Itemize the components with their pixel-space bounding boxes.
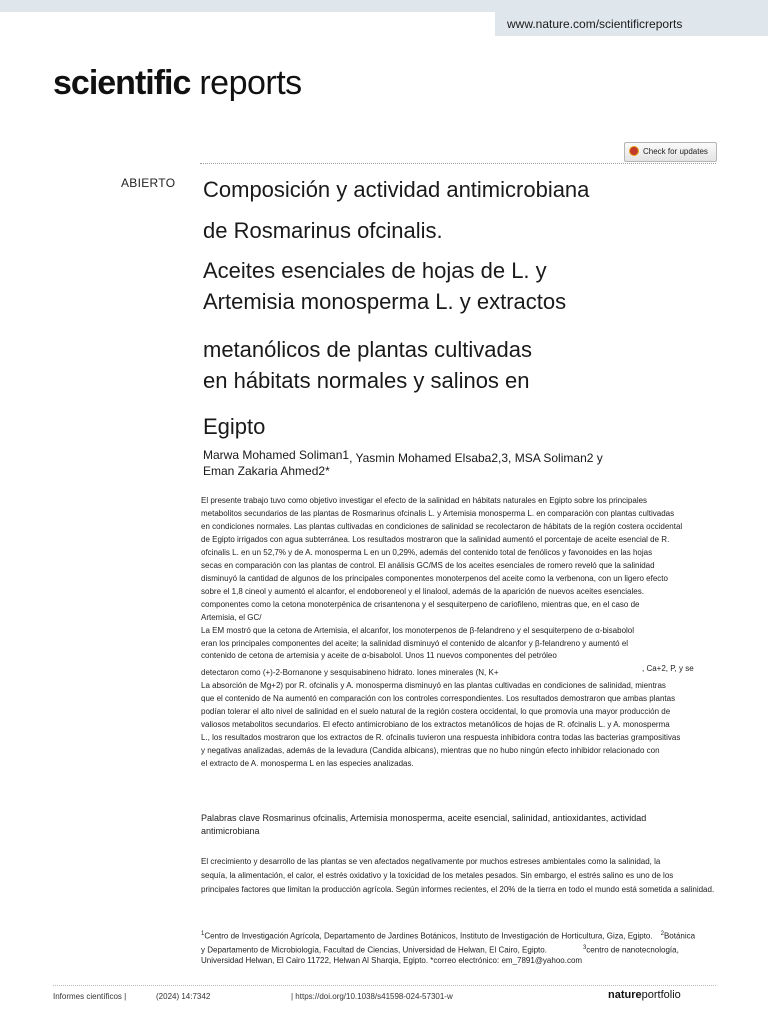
title-line: Egipto [203,414,266,439]
footer-divider [53,985,716,986]
abstract-line: Artemisia, el GC/ [201,613,262,622]
affiliation-marker: 3 [582,945,587,951]
nature-portfolio-logo [608,989,681,1001]
affiliation-text: Centro de Investigación Agrícola, Departamento de Jardines Botánicos, Instituto de Investigación de Horticultura, Giza, Egipto. [204,931,653,941]
abstract-line: contenido de cetona de artemisia y aceite de α-bisabolol. Unos 11 nuevos componentes del petróleo [201,651,557,660]
header-divider [200,163,716,164]
intro-line: sequía, la alimentación, el calor, el estrés oxidativo y la toxicidad de los metales pesados. Sin embargo, el estrés salino es uno de los [201,871,674,880]
abstract-line: componentes como la cetona monoterpénica de crisantenona y el sesquiterpeno de cariofileno, mientras que, en el caso de [201,600,640,609]
crossmark-icon [629,146,639,156]
affiliation-line [201,929,695,942]
title-line: Artemisia monosperma L. y extractos [203,289,567,314]
intro-line: El crecimiento y desarrollo de las plantas se ven afectados negativamente por muchos estreses ambientales como la salinidad, la [201,857,661,866]
publisher-logo-bold: nature [608,989,642,1001]
journal-logo [53,64,302,103]
abstract-line: secas en comparación con las plantas de control. El análisis GC/MS de los aceites esenciales de romero reveló que la salinidad [201,561,655,570]
abstract-line: La absorción de Mg+2) por R. ofcinalis y A. monosperma disminuyó en las plantas cultivadas en condiciones de salinidad, mientras [201,681,666,690]
abstract-line-part: detectaron como (+)-2-Bornanone y sesquisabineno hidrato. Iones minerales (N, K+ [201,668,499,677]
top-color-bar [0,0,768,12]
abstract-line: y negativas analizadas, además de la levadura (Candida albicans), mientras que no hubo ningún efecto inhibidor relacionado con [201,746,660,755]
abstract-line [201,664,694,678]
check-for-updates-button[interactable] [624,142,717,162]
footer-citation: (2024) 14:7342 [156,992,211,1001]
authors-line [203,448,603,465]
abstract-line: en condiciones normales. Las plantas cultivadas en condiciones de salinidad se recolectaron de hábitats de la región costera occidental [201,522,683,531]
abstract-line: de Egipto irrigados con agua subterránea. Los resultados mostraron que la salinidad aumentó el porcentaje de aceite esencial de R. [201,535,670,544]
footer-journal: Informes científicos | [53,992,127,1001]
open-access-label: ABIERTO [121,176,176,190]
author-name[interactable]: Marwa Mohamed Soliman1 [203,448,350,462]
intro-line: principales factores que limitan la producción agrícola. Según informes recientes, el 20% de la tierra en todo el mundo está sometida a salinidad. [201,885,715,894]
abstract-line: L., los resultados mostraron que los extractos de R. ofcinalis tuvieron una respuesta inhibidora contra todas las bacterias grampositivas [201,733,681,742]
abstract-line: sobre el 1,8 cineol y aumentó el alcanfor, el endoboreneol y el linalool, además de la aparición de nuevos aceites esenciales. [201,587,644,596]
journal-logo-bold: scientific [53,64,191,102]
abstract-line: metabolitos secundarios de las plantas de Rosmarinus ofcinalis L. y Artemisia monosperma L. en comparación con plantas cultivadas [201,509,675,518]
affiliation-marker: 2 [660,931,664,937]
affiliation-text: centro de nanotecnología, [586,945,679,955]
abstract-line: disminuyó la cantidad de algunos de los principales componentes monoterpenos del aceite como la verbenona, con un ligero efecto [201,574,668,583]
abstract-line: El presente trabajo tuvo como objetivo investigar el efecto de la salinidad en hábitats naturales en Egipto sobre los principales [201,496,648,505]
title-line: en hábitats normales y salinos en [203,368,530,393]
title-line: de Rosmarinus ofcinalis. [203,218,443,243]
abstract-line: eran los principales componentes del aceite; la salinidad disminuyó el contenido de alcanfor y β-felandreno y aumentó el [201,639,629,648]
publisher-logo-regular: portfolio [641,989,681,1001]
author-names: , Yasmin Mohamed Elsaba2,3, MSA Soliman2 y [349,451,603,465]
abstract-line: el extracto de A. monosperma L en las especies analizadas. [201,759,414,768]
affiliation-line [201,943,679,956]
journal-url[interactable]: www.nature.com/scientificreports [495,12,768,36]
abstract-line: ofcinalis L. en un 52,7% y de A. monosperma L en un 0,29%, además del contenido total de fenólicos y favonoides en las hojas [201,548,653,557]
abstract-line-part: , Ca+2, P, y se [642,664,694,673]
affiliation-marker: 1 [201,931,205,937]
affiliation-line: Universidad Helwan, El Cairo 11722, Helwan Al Sharqia, Egipto. *correo electrónico: em_7891@yahoo.com [201,956,583,965]
affiliation-text: Botánica [663,931,696,941]
abstract-line: podían tolerar el alto nivel de salinidad en el suelo natural de la región costera occidental, lo que promovía una mayor producción de [201,707,671,716]
title-line: metanólicos de plantas cultivadas [203,337,532,362]
journal-logo-regular: reports [199,64,302,102]
keywords-line: antimicrobiana [201,826,260,836]
title-line: Composición y actividad antimicrobiana [203,177,590,202]
abstract-line: valiosos metabolitos secundarios. El efecto antimicrobiano de los extractos metanólicos de hojas de R. ofcinalis L. y A. monosperma [201,720,670,729]
footer-doi-link[interactable]: | https://doi.org/10.1038/s41598-024-57301-w [291,992,453,1001]
abstract-line: que el contenido de Na aumentó en comparación con los controles correspondientes. Los resultados demostraron que ambas plantas [201,694,676,703]
authors-line: Eman Zakaria Ahmed2* [203,464,330,478]
keywords-line: Palabras clave Rosmarinus ofcinalis, Artemisia monosperma, aceite esencial, salinidad, antioxidantes, actividad [201,813,647,823]
affiliation-text: y Departamento de Microbiología, Facultad de Ciencias, Universidad de Helwan, El Cairo, Egipto. [201,945,547,955]
abstract-line: La EM mostró que la cetona de Artemisia, el alcanfor, los monoterpenos de β-felandreno y el sesquiterpeno de α-bisabolol [201,626,635,635]
title-line: Aceites esenciales de hojas de L. y [203,258,547,283]
check-for-updates-label: Check for updates [643,147,708,156]
